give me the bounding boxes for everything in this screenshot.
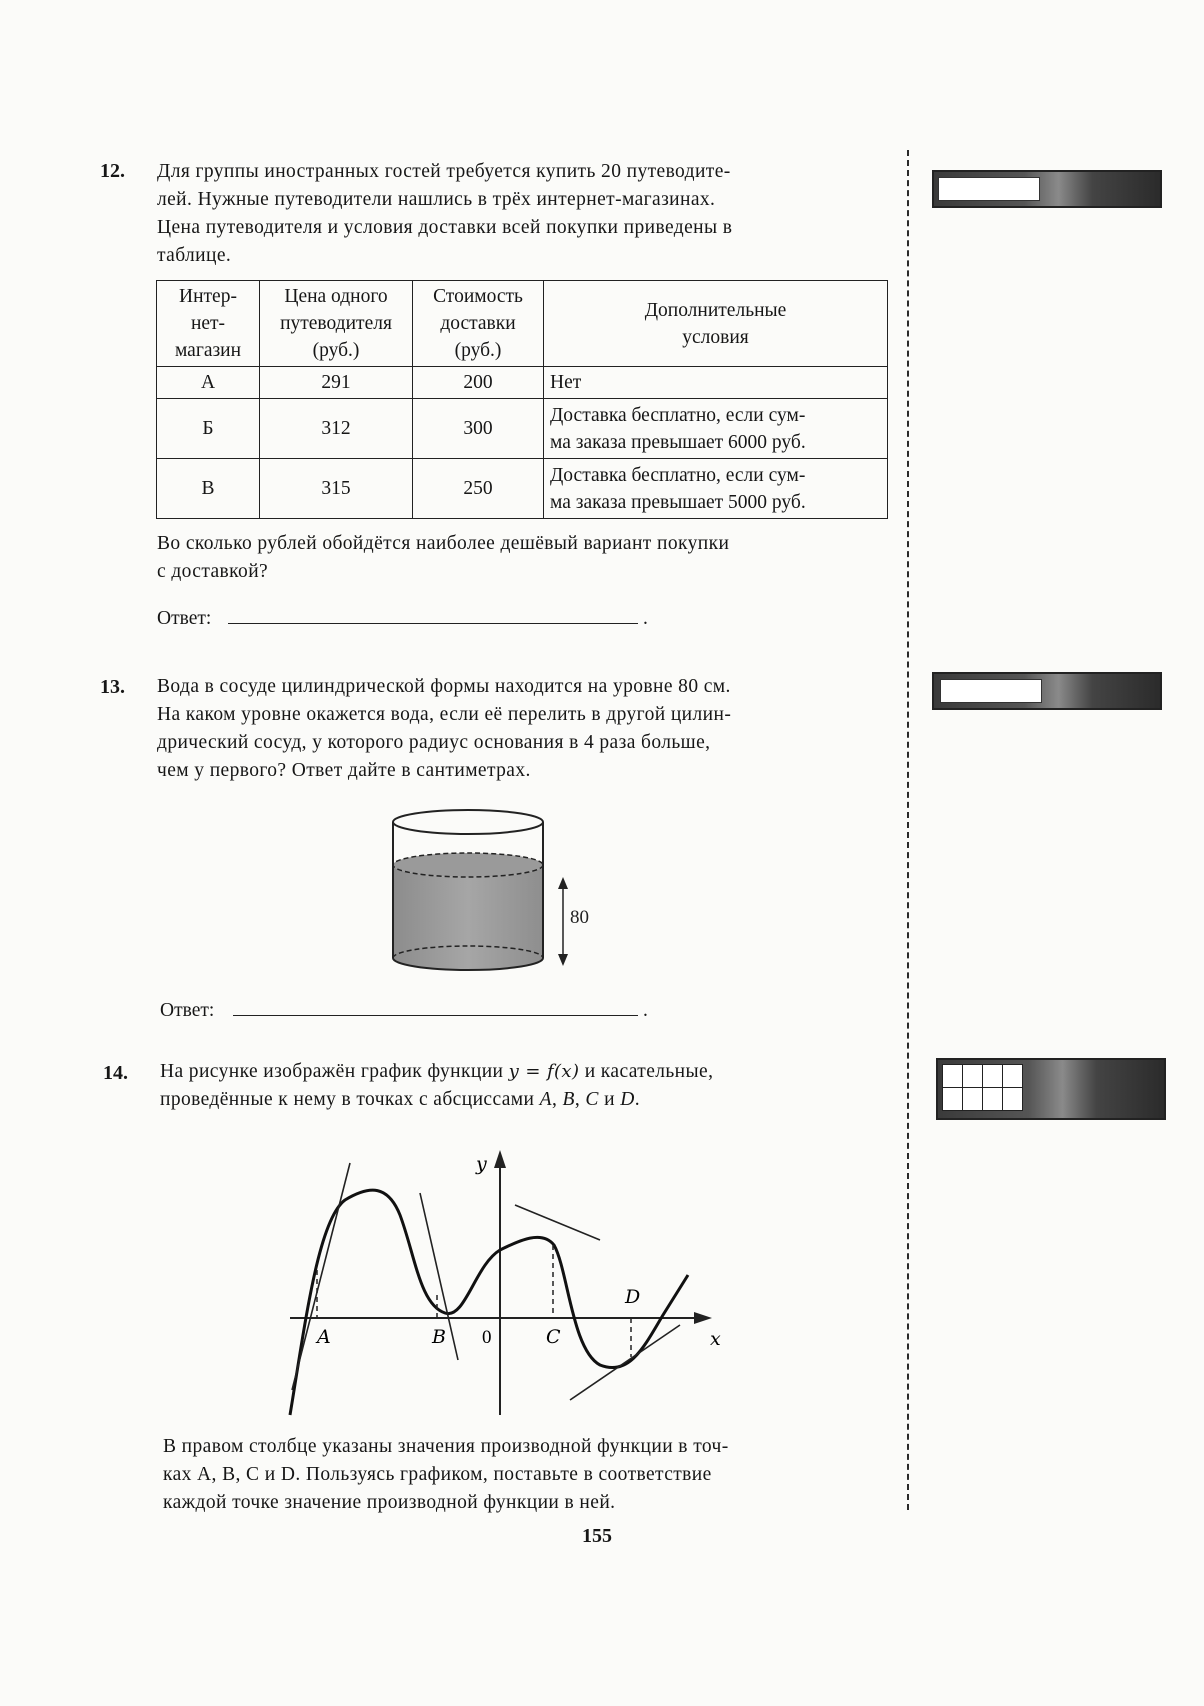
answer-label: Ответ: [157,608,212,629]
cut-line [907,150,909,1510]
text-line: Для группы иностранных гостей требуется купить 20 путеводите- [157,161,731,182]
cell-delivery: 200 [413,367,544,399]
origin-label: 0 [482,1327,492,1348]
page-number: 155 [582,1525,612,1547]
answer-row-13 [160,995,648,1022]
table-row [157,459,888,519]
answer-input-12[interactable] [228,603,638,624]
conditions-line: ма заказа превышает 6000 руб. [550,431,806,453]
text-line: В правом столбце указаны значения производной функции в точ- [163,1436,729,1457]
answer-period: . [643,608,648,629]
cell-price: 312 [260,399,413,459]
table-row [157,399,888,459]
question-number-12: 12. [100,160,125,182]
text-line: чем у первого? Ответ дайте в сантиметрах. [157,760,531,781]
text-line [160,1086,890,1114]
text-fragment: и [598,1089,621,1110]
text-fragment: и касательные, [579,1061,714,1082]
text-fragment: . [634,1089,640,1110]
answer-row-12 [157,603,648,630]
text-line: Цена путеводителя и условия доставки всей покупки приведены в [157,217,733,238]
tangent-c [515,1205,600,1240]
question-number-13: 13. [100,676,125,698]
answer-box-12[interactable] [932,170,1162,208]
text-fragment: проведённые к нему в точках с абсциссами [160,1089,540,1110]
question-13-text [157,673,887,785]
col-header-conditions [544,281,888,367]
function-formula: y = f(x) [508,1061,580,1082]
text-line: дрический сосуд, у которого радиус основания в 4 раза больше, [157,732,711,753]
tangent-d [570,1325,680,1400]
header-line: нет- [190,313,226,334]
cell-shop: А [157,367,260,399]
cell-shop: Б [157,399,260,459]
answer-period: . [643,1000,648,1021]
point-b-label: B [432,1326,446,1348]
header-line: Интер- [179,286,237,307]
conditions-line: Доставка бесплатно, если сум- [550,404,806,426]
point-c-label: C [546,1326,561,1348]
point-name: C [585,1089,599,1110]
cell-conditions [544,367,888,399]
answer-grid-14[interactable] [936,1058,1166,1120]
header-line: путеводителя [280,313,392,334]
text-line: каждой точке значение производной функции в ней. [163,1492,616,1513]
header-line: условия [682,326,749,348]
header-line: (руб.) [454,340,502,361]
point-name: B [562,1089,575,1110]
text-line: Во сколько рублей обойдётся наиболее дешёвый вариант покупки [157,533,730,554]
tangent-a [292,1163,350,1390]
conditions-line: Нет [550,372,582,393]
col-header-price [260,281,413,367]
question-12-prompt [157,530,887,586]
question-14-instructions [163,1433,893,1517]
cylinder-figure [380,800,620,980]
point-name: A [539,1089,552,1110]
function-graph [270,1145,730,1425]
point-name: D [620,1089,635,1110]
cell-conditions [544,399,888,459]
conditions-line: Доставка бесплатно, если сум- [550,464,806,486]
shop-table [156,280,888,519]
header-line: (руб.) [312,340,360,361]
text-line: с доставкой? [157,561,269,582]
height-label: 80 [570,907,589,928]
header-line: магазин [174,340,242,361]
text-line: На каком уровне окажется вода, если её перелить в другой цилин- [157,704,732,725]
header-line: Цена одного [284,286,388,307]
text-line: таблице. [157,245,232,266]
text-line: лей. Нужные путеводители нашлись в трёх интернет-магазинах. [157,189,716,210]
header-line: Дополнительные [644,299,787,321]
cell-delivery: 250 [413,459,544,519]
cell-delivery: 300 [413,399,544,459]
col-header-shop [157,281,260,367]
cell-shop: В [157,459,260,519]
y-axis-label: y [476,1153,487,1175]
x-axis-label: x [710,1328,721,1350]
text-line: Вода в сосуде цилиндрической формы находится на уровне 80 см. [157,676,731,697]
cell-price: 291 [260,367,413,399]
point-a-label: A [317,1326,331,1348]
answer-input-13[interactable] [233,995,638,1016]
answer-label: Ответ: [160,1000,215,1021]
header-line: Стоимость [433,286,523,307]
cell-price: 315 [260,459,413,519]
col-header-delivery [413,281,544,367]
text-line: ках A, B, C и D. Пользуясь графиком, поставьте в соответствие [163,1464,712,1485]
answer-box-13[interactable] [932,672,1162,710]
question-14-text [160,1058,890,1114]
cell-conditions [544,459,888,519]
header-line: доставки [440,313,516,334]
text-fragment: , [551,1089,563,1110]
text-fragment: На рисунке изображён график функции [160,1061,509,1082]
question-12-text [157,158,887,270]
conditions-line: ма заказа превышает 5000 руб. [550,491,806,513]
point-d-label: D [625,1286,641,1308]
text-line [160,1058,890,1086]
table-row [157,367,888,399]
text-fragment: , [574,1089,586,1110]
question-number-14: 14. [103,1062,128,1084]
